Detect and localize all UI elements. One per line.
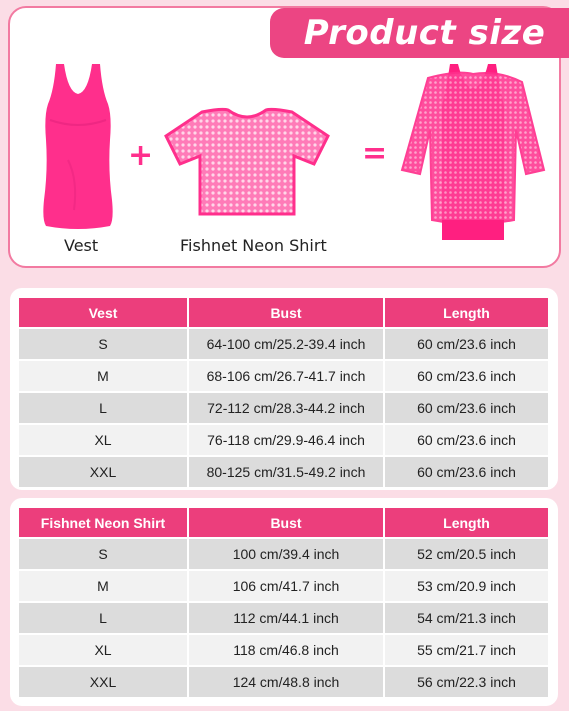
table-row [19, 571, 548, 601]
length-cell: 55 cm/21.7 inch [385, 635, 548, 665]
bust-cell: 68-106 cm/26.7-41.7 inch [189, 361, 385, 391]
size-cell: M [19, 361, 189, 391]
table-row [19, 425, 548, 455]
vest-label: Vest [64, 236, 99, 255]
length-cell: 60 cm/23.6 inch [385, 425, 548, 455]
length-cell: 60 cm/23.6 inch [385, 361, 548, 391]
size-cell: L [19, 603, 189, 633]
bust-cell: 100 cm/39.4 inch [189, 539, 385, 569]
vest-image [38, 60, 118, 230]
bust-cell: 124 cm/48.8 inch [189, 667, 385, 697]
title-banner [270, 8, 569, 58]
size-cell: XL [19, 425, 189, 455]
length-cell: 60 cm/23.6 inch [385, 393, 548, 423]
bust-cell: 80-125 cm/31.5-49.2 inch [189, 457, 385, 487]
column-header: Bust [189, 298, 385, 327]
page-title: Product size [303, 13, 546, 53]
bust-cell: 112 cm/44.1 inch [189, 603, 385, 633]
length-cell: 54 cm/21.3 inch [385, 603, 548, 633]
column-header: Fishnet Neon Shirt [19, 508, 189, 537]
bust-cell: 118 cm/46.8 inch [189, 635, 385, 665]
table-row [19, 603, 548, 633]
table-row [19, 635, 548, 665]
size-cell: XL [19, 635, 189, 665]
combined-outfit-image [398, 60, 548, 242]
size-cell: S [19, 539, 189, 569]
bust-cell: 76-118 cm/29.9-46.4 inch [189, 425, 385, 455]
size-cell: S [19, 329, 189, 359]
bust-cell: 72-112 cm/28.3-44.2 inch [189, 393, 385, 423]
vest-size-table-panel [10, 288, 558, 490]
table-header-row [19, 508, 548, 537]
bust-cell: 106 cm/41.7 inch [189, 571, 385, 601]
table-row [19, 667, 548, 697]
shirt-size-table [19, 506, 548, 699]
size-cell: XXL [19, 457, 189, 487]
table-row [19, 393, 548, 423]
column-header: Length [385, 298, 548, 327]
bust-cell: 64-100 cm/25.2-39.4 inch [189, 329, 385, 359]
size-cell: M [19, 571, 189, 601]
equals-sign: = [362, 136, 388, 171]
length-cell: 56 cm/22.3 inch [385, 667, 548, 697]
table-row [19, 457, 548, 487]
table-row [19, 539, 548, 569]
length-cell: 53 cm/20.9 inch [385, 571, 548, 601]
plus-sign: + [128, 138, 154, 173]
vest-size-table [19, 296, 548, 489]
column-header: Vest [19, 298, 189, 327]
shirt-size-table-panel [10, 498, 558, 706]
column-header: Bust [189, 508, 385, 537]
fishnet-shirt-image [162, 106, 332, 218]
shirt-label: Fishnet Neon Shirt [180, 236, 327, 255]
length-cell: 60 cm/23.6 inch [385, 457, 548, 487]
product-panel [8, 6, 561, 268]
size-cell: L [19, 393, 189, 423]
table-row [19, 361, 548, 391]
size-cell: XXL [19, 667, 189, 697]
table-header-row [19, 298, 548, 327]
length-cell: 52 cm/20.5 inch [385, 539, 548, 569]
table-row [19, 329, 548, 359]
length-cell: 60 cm/23.6 inch [385, 329, 548, 359]
column-header: Length [385, 508, 548, 537]
